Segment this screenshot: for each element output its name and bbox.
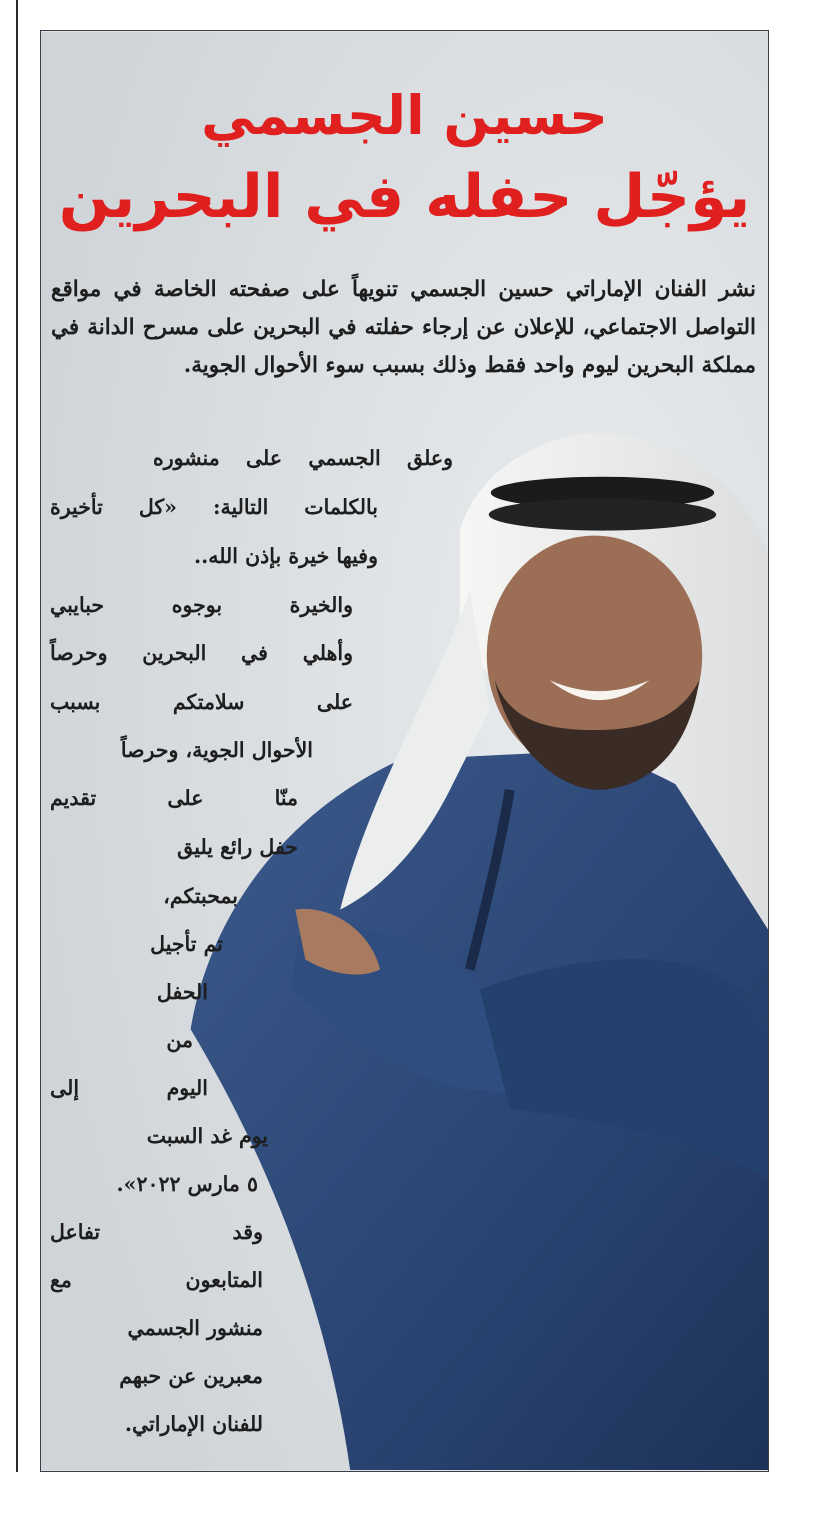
body-line: الحفل [156,980,208,1004]
body-line: ٥ مارس ٢٠٢٢». [116,1172,258,1196]
body-line: وعلق الجسمي على منشوره [153,446,453,470]
body-line: بمحبتكم، [163,884,238,908]
body-line: على سلامتكم بسبب [50,690,353,714]
body-line: حفل رائع يليق [177,835,298,859]
body-line: المتابعون مع [50,1268,263,1292]
article-box [40,30,769,1472]
body-line: من [166,1028,193,1052]
column-rule [16,0,18,1472]
body-line: وأهلي في البحرين وحرصاً [50,641,353,665]
body-line: الأحوال الجوية، وحرصاً [120,738,313,762]
body-line: بالكلمات التالية: «كل تأخيرة [50,495,378,519]
body-line: منشور الجسمي [127,1316,263,1340]
body-line: منّا على تقديم [50,786,298,810]
lead-paragraph: نشر الفنان الإماراتي حسين الجسمي تنويهاً على صفحته الخاصة في مواقع التواصل الاجتماعي، للإعلان عن إرجاء حفلته في البحرين على مسرح الدانة في مملكة البحرين ليوم واحد فقط وذلك بسبب سوء الأحوال الجوية. [51,276,756,378]
body-line: وفيها خيرة بإذن الله.. [193,544,378,568]
body-line: اليوم إلى [50,1076,208,1100]
headline-line-2: يؤجّل حفله في البحرين [58,162,751,232]
body-line: للفنان الإماراتي. [124,1412,263,1436]
body-line: تم تأجيل [150,932,223,956]
headline-line-1: حسين الجسمي [201,84,608,147]
body-line: والخيرة بوجوه حبايبي [50,593,353,617]
body-line: يوم غد السبت [146,1124,268,1148]
body-line: معبرين عن حبهم [119,1364,263,1388]
agal-bottom [489,499,716,531]
body-line: وقد تفاعل [50,1220,263,1244]
